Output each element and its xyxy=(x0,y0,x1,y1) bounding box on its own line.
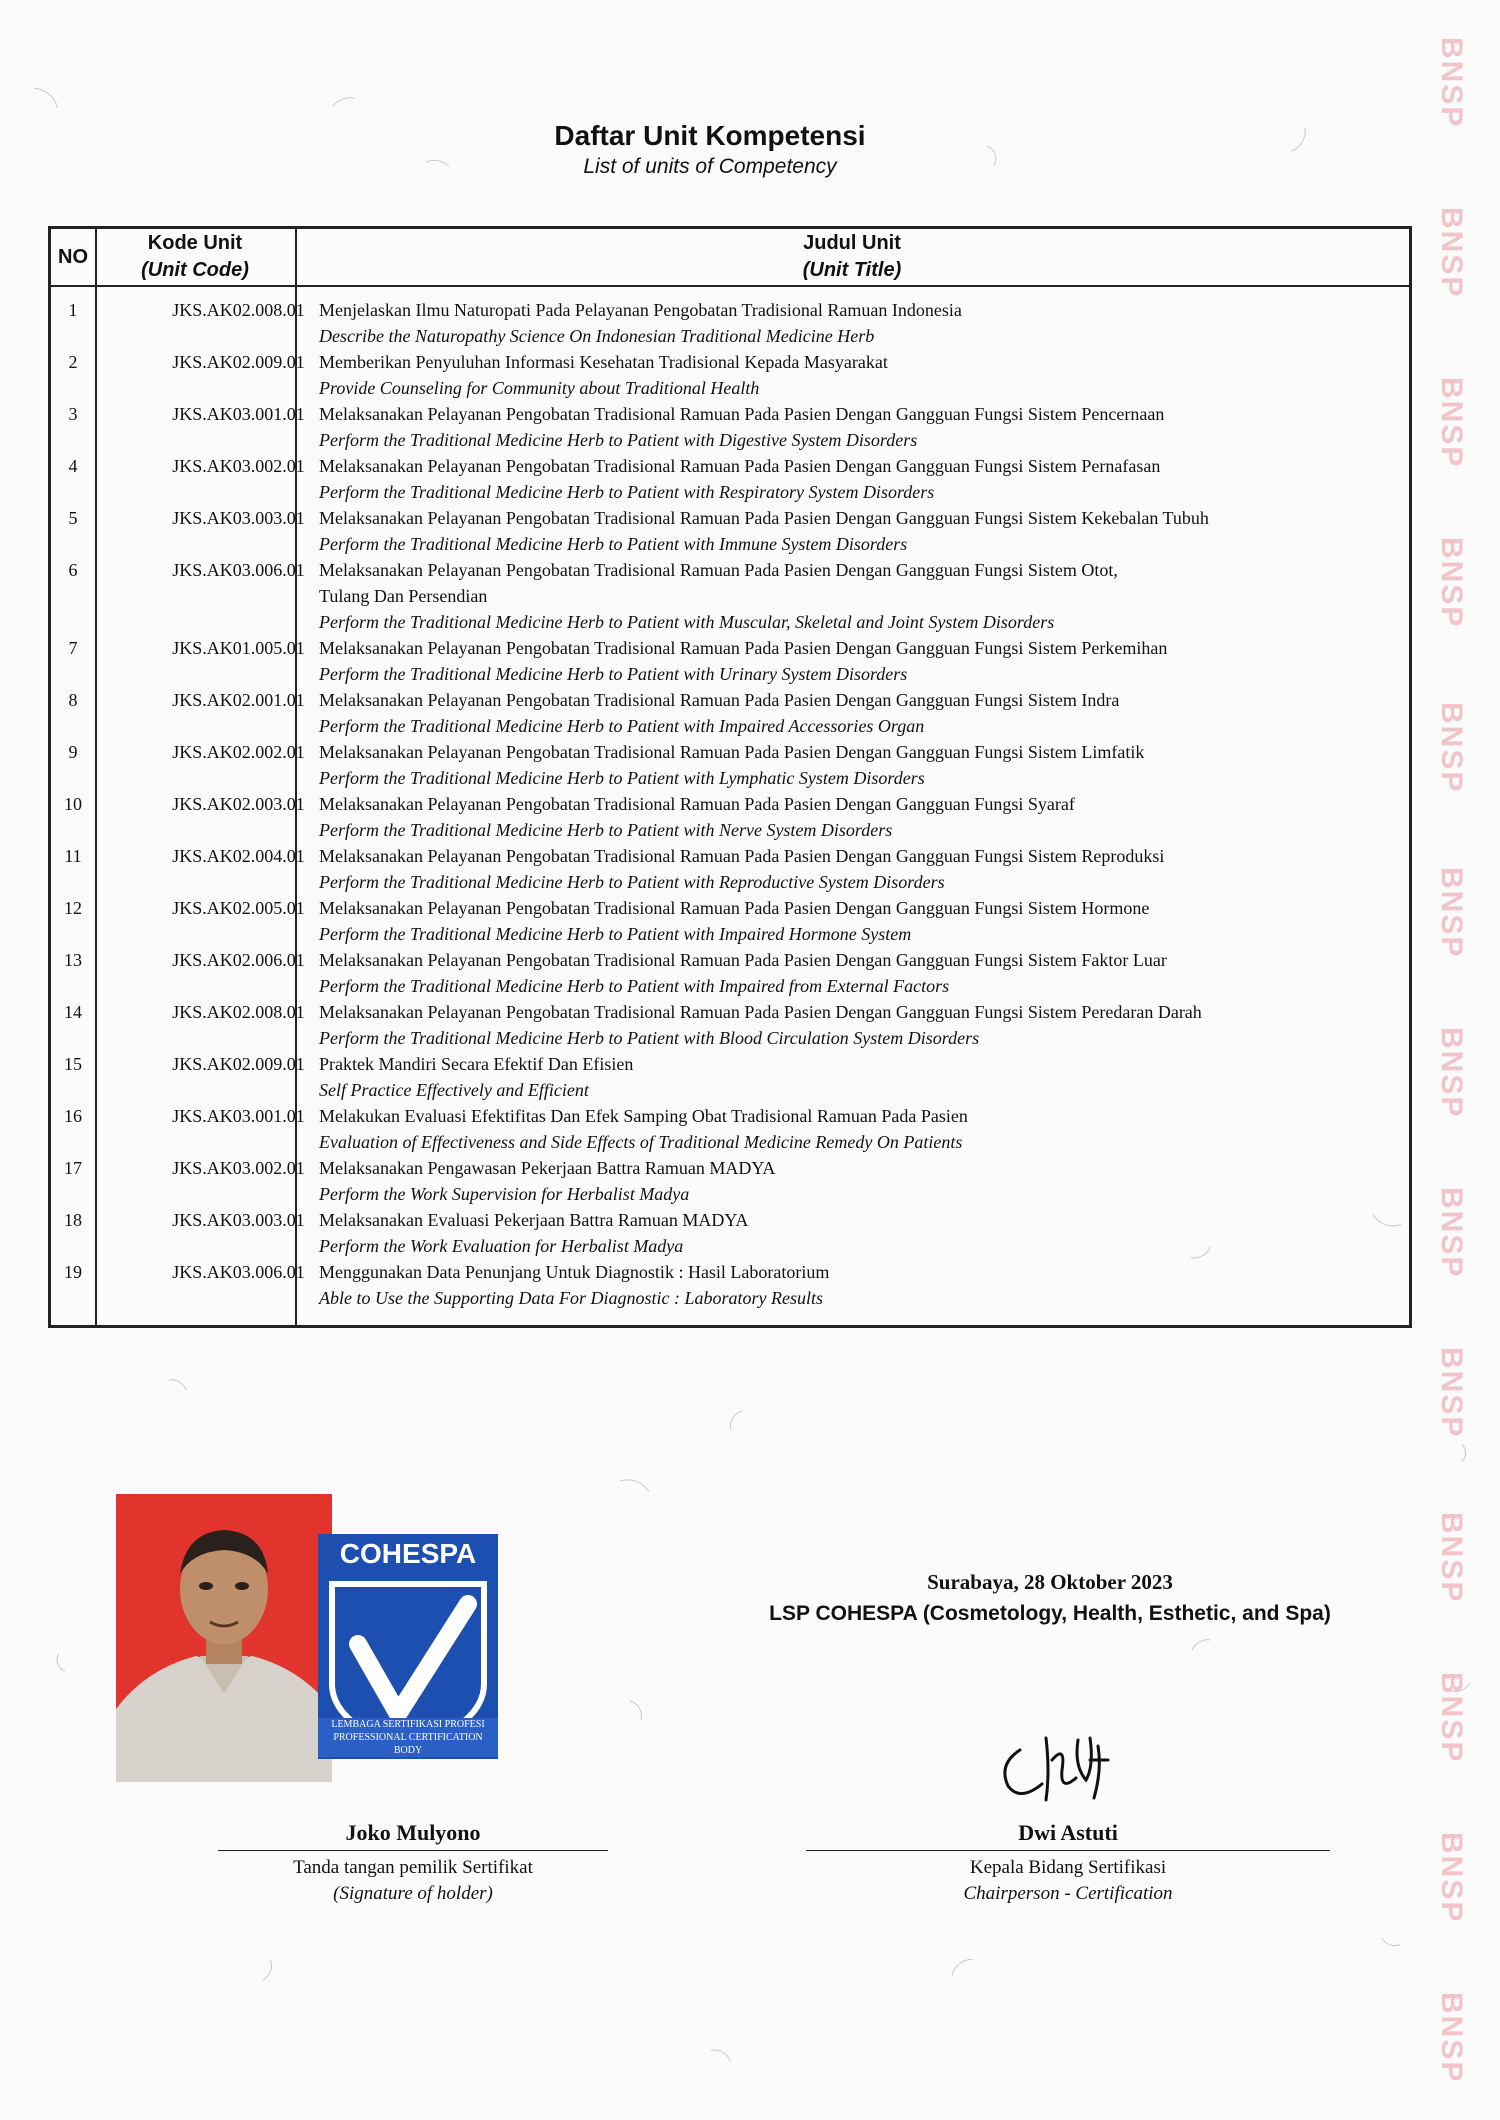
holder-role-en: (Signature of holder) xyxy=(333,1883,493,1904)
row-number: 2 xyxy=(68,352,78,372)
unit-title xyxy=(319,895,1399,947)
unit-title xyxy=(319,557,1399,635)
row-number: 3 xyxy=(68,404,78,424)
unit-title-en: Perform the Traditional Medicine Herb to Patient with Reproductive System Disorders xyxy=(319,872,945,892)
unit-title-id: Melaksanakan Pelayanan Pengobatan Tradisional Ramuan Pada Pasien Dengan Gangguan Fungsi Sistem Reproduksi xyxy=(319,846,1165,866)
unit-title-id: Melaksanakan Pelayanan Pengobatan Tradisional Ramuan Pada Pasien Dengan Gangguan Fungsi Sistem Limfatik xyxy=(319,742,1145,762)
unit-title-en: Self Practice Effectively and Efficient xyxy=(319,1080,589,1100)
header-title-label: Judul Unit xyxy=(803,232,901,254)
unit-title-id: Melaksanakan Pelayanan Pengobatan Tradisional Ramuan Pada Pasien Dengan Gangguan Fungsi Sistem Perkemihan xyxy=(319,638,1168,658)
unit-title xyxy=(319,947,1399,999)
unit-title-en: Perform the Traditional Medicine Herb to Patient with Nerve System Disorders xyxy=(319,820,893,840)
seal-caption-line-1: LEMBAGA SERTIFIKASI PROFESI xyxy=(331,1719,485,1730)
bnsp-watermark xyxy=(1416,0,1486,2120)
unit-title-id: Praktek Mandiri Secara Efektif Dan Efisien xyxy=(319,1054,634,1074)
watermark-text: BNSP xyxy=(1435,207,1468,299)
row-number: 4 xyxy=(68,456,78,476)
row-number: 19 xyxy=(64,1262,82,1282)
place-date: Surabaya, 28 Oktober 2023 xyxy=(927,1570,1173,1594)
unit-code: JKS.AK03.003.01 xyxy=(172,1210,305,1230)
unit-title-en: Perform the Traditional Medicine Herb to Patient with Immune System Disorders xyxy=(319,534,908,554)
certifier-role: Kepala Bidang Sertifikasi xyxy=(969,1857,1167,1878)
holder-role: Tanda tangan pemilik Sertifikat xyxy=(293,1857,533,1878)
watermark-text: BNSP xyxy=(1435,1512,1468,1604)
row-number: 14 xyxy=(64,1002,82,1022)
unit-code: JKS.AK03.002.01 xyxy=(172,456,305,476)
row-number: 6 xyxy=(68,560,78,580)
header-no xyxy=(51,229,95,285)
unit-title-en: Perform the Work Supervision for Herbalist Madya xyxy=(319,1184,690,1204)
unit-title xyxy=(319,999,1399,1051)
unit-title xyxy=(319,791,1399,843)
unit-title xyxy=(319,349,1399,401)
unit-title xyxy=(319,453,1399,505)
unit-code: JKS.AK02.004.01 xyxy=(172,846,305,866)
unit-title-id-cont: Tulang Dan Persendian xyxy=(319,586,488,606)
column-divider xyxy=(95,229,97,1325)
unit-title-id: Melaksanakan Pelayanan Pengobatan Tradisional Ramuan Pada Pasien Dengan Gangguan Fungsi Sistem Pernafasan xyxy=(319,456,1161,476)
unit-title xyxy=(319,505,1399,557)
unit-code: JKS.AK01.005.01 xyxy=(172,638,305,658)
handwritten-signature xyxy=(990,1720,1130,1810)
row-number: 17 xyxy=(64,1158,82,1178)
header-title-label-en: (Unit Title) xyxy=(802,259,902,281)
unit-code: JKS.AK02.005.01 xyxy=(172,898,305,918)
holder-name: Joko Mulyono xyxy=(345,1820,481,1845)
watermark-text: BNSP xyxy=(1435,702,1468,794)
unit-code: JKS.AK02.008.01 xyxy=(172,300,305,320)
header-divider xyxy=(51,285,1409,287)
unit-title xyxy=(319,297,1399,349)
unit-title-en: Perform the Traditional Medicine Herb to Patient with Urinary System Disorders xyxy=(319,664,908,684)
row-number: 15 xyxy=(64,1054,82,1074)
unit-title-id: Melaksanakan Pengawasan Pekerjaan Battra Ramuan MADYA xyxy=(319,1158,776,1178)
watermark-text: BNSP xyxy=(1435,37,1468,129)
header-code-label: Kode Unit xyxy=(147,232,243,254)
row-number: 11 xyxy=(64,846,82,866)
unit-title-en: Perform the Traditional Medicine Herb to Patient with Blood Circulation System Disorders xyxy=(319,1028,980,1048)
holder-signature-block xyxy=(218,1818,608,1907)
unit-title xyxy=(319,687,1399,739)
watermark-text: BNSP xyxy=(1435,1027,1468,1119)
unit-code: JKS.AK02.008.01 xyxy=(172,1002,305,1022)
unit-title-id: Melaksanakan Pelayanan Pengobatan Tradisional Ramuan Pada Pasien Dengan Gangguan Fungsi Sistem Otot, xyxy=(319,560,1118,580)
unit-title-en: Perform the Traditional Medicine Herb to Patient with Impaired Hormone System xyxy=(319,924,912,944)
unit-title-id: Melaksanakan Pelayanan Pengobatan Tradisional Ramuan Pada Pasien Dengan Gangguan Fungsi Sistem Pencernaan xyxy=(319,404,1165,424)
unit-title-en: Perform the Traditional Medicine Herb to Patient with Digestive System Disorders xyxy=(319,430,918,450)
seal-caption xyxy=(318,1718,498,1757)
holder-photo xyxy=(116,1494,332,1782)
unit-title xyxy=(319,1259,1399,1311)
unit-title-id: Melaksanakan Pelayanan Pengobatan Tradisional Ramuan Pada Pasien Dengan Gangguan Fungsi Syaraf xyxy=(319,794,1075,814)
unit-title-id: Melaksanakan Pelayanan Pengobatan Tradisional Ramuan Pada Pasien Dengan Gangguan Fungsi Sistem Hormone xyxy=(319,898,1150,918)
row-number: 1 xyxy=(68,300,78,320)
unit-title xyxy=(319,635,1399,687)
certifier-role-en: Chairperson - Certification xyxy=(963,1883,1173,1904)
row-number: 12 xyxy=(64,898,82,918)
unit-title-en: Perform the Traditional Medicine Herb to Patient with Impaired from External Factors xyxy=(319,976,950,996)
unit-code: JKS.AK02.009.01 xyxy=(172,1054,305,1074)
person-portrait xyxy=(116,1494,332,1782)
unit-code: JKS.AK02.006.01 xyxy=(172,950,305,970)
watermark-text: BNSP xyxy=(1435,1832,1468,1924)
row-number: 16 xyxy=(64,1106,82,1126)
unit-title-id: Melaksanakan Evaluasi Pekerjaan Battra Ramuan MADYA xyxy=(319,1210,749,1230)
unit-title xyxy=(319,843,1399,895)
unit-title-en: Able to Use the Supporting Data For Diagnostic : Laboratory Results xyxy=(319,1288,823,1308)
unit-code: JKS.AK03.001.01 xyxy=(172,404,305,424)
watermark-text: BNSP xyxy=(1435,537,1468,629)
unit-title-en: Perform the Traditional Medicine Herb to Patient with Muscular, Skeletal and Joint System Disorders xyxy=(319,612,1055,632)
watermark-text: BNSP xyxy=(1435,867,1468,959)
watermark-text: BNSP xyxy=(1435,1992,1468,2084)
unit-code: JKS.AK03.006.01 xyxy=(172,560,305,580)
certifier-signature-block xyxy=(806,1818,1330,1907)
unit-code: JKS.AK02.009.01 xyxy=(172,352,305,372)
unit-title-id: Memberikan Penyuluhan Informasi Kesehatan Tradisional Kepada Masyarakat xyxy=(319,352,888,372)
header-title xyxy=(295,229,1409,285)
row-number: 5 xyxy=(68,508,78,528)
unit-title-en: Provide Counseling for Community about Traditional Health xyxy=(319,378,760,398)
unit-title-id: Melaksanakan Pelayanan Pengobatan Tradisional Ramuan Pada Pasien Dengan Gangguan Fungsi Sistem Peredaran Darah xyxy=(319,1002,1202,1022)
row-number: 18 xyxy=(64,1210,82,1230)
row-number: 10 xyxy=(64,794,82,814)
organization-name: LSP COHESPA (Cosmetology, Health, Esthetic, and Spa) xyxy=(769,1602,1331,1625)
certifier-name: Dwi Astuti xyxy=(1018,1820,1118,1845)
seal-caption-line-2: PROFESSIONAL CERTIFICATION BODY xyxy=(333,1732,483,1756)
unit-code: JKS.AK03.006.01 xyxy=(172,1262,305,1282)
competency-table xyxy=(48,226,1412,1328)
unit-title xyxy=(319,1051,1399,1103)
watermark-text: BNSP xyxy=(1435,1187,1468,1279)
row-number: 7 xyxy=(68,638,78,658)
document-subtitle: List of units of Competency xyxy=(583,155,837,178)
unit-title xyxy=(319,1207,1399,1259)
unit-code: JKS.AK03.001.01 xyxy=(172,1106,305,1126)
unit-title-en: Describe the Naturopathy Science On Indonesian Traditional Medicine Herb xyxy=(319,326,875,346)
unit-title-en: Perform the Traditional Medicine Herb to Patient with Respiratory System Disorders xyxy=(319,482,935,502)
unit-title-en: Perform the Traditional Medicine Herb to Patient with Lymphatic System Disorders xyxy=(319,768,925,788)
unit-title-id: Melaksanakan Pelayanan Pengobatan Tradisional Ramuan Pada Pasien Dengan Gangguan Fungsi Sistem Kekebalan Tubuh xyxy=(319,508,1209,528)
unit-code: JKS.AK02.003.01 xyxy=(172,794,305,814)
unit-title-id: Melakukan Evaluasi Efektifitas Dan Efek Samping Obat Tradisional Ramuan Pada Pasien xyxy=(319,1106,968,1126)
unit-code: JKS.AK03.003.01 xyxy=(172,508,305,528)
unit-title-en: Evaluation of Effectiveness and Side Effects of Traditional Medicine Remedy On Patients xyxy=(319,1132,963,1152)
unit-title-en: Perform the Work Evaluation for Herbalist Madya xyxy=(319,1236,684,1256)
row-number: 8 xyxy=(68,690,78,710)
header-code xyxy=(95,229,295,285)
watermark-text: BNSP xyxy=(1435,377,1468,469)
header-no-label: NO xyxy=(58,245,88,268)
row-number: 9 xyxy=(68,742,78,762)
cohespa-seal xyxy=(318,1534,498,1759)
unit-title xyxy=(319,1103,1399,1155)
unit-title-id: Melaksanakan Pelayanan Pengobatan Tradisional Ramuan Pada Pasien Dengan Gangguan Fungsi Sistem Indra xyxy=(319,690,1120,710)
watermark-text: BNSP xyxy=(1435,1347,1468,1439)
unit-title xyxy=(319,1155,1399,1207)
unit-title-id: Melaksanakan Pelayanan Pengobatan Tradisional Ramuan Pada Pasien Dengan Gangguan Fungsi Sistem Faktor Luar xyxy=(319,950,1167,970)
watermark-text: BNSP xyxy=(1435,1672,1468,1764)
unit-title xyxy=(319,401,1399,453)
unit-code: JKS.AK02.002.01 xyxy=(172,742,305,762)
unit-title xyxy=(319,739,1399,791)
row-number: 13 xyxy=(64,950,82,970)
unit-code: JKS.AK02.001.01 xyxy=(172,690,305,710)
document-title: Daftar Unit Kompetensi xyxy=(554,120,866,151)
signature-line xyxy=(806,1850,1330,1851)
unit-title-en: Perform the Traditional Medicine Herb to Patient with Impaired Accessories Organ xyxy=(319,716,925,736)
signature-line xyxy=(218,1850,608,1851)
unit-code: JKS.AK03.002.01 xyxy=(172,1158,305,1178)
seal-title: COHESPA xyxy=(339,1538,477,1569)
unit-title-id: Menggunakan Data Penunjang Untuk Diagnostik : Hasil Laboratorium xyxy=(319,1262,830,1282)
unit-title-id: Menjelaskan Ilmu Naturopati Pada Pelayanan Pengobatan Tradisional Ramuan Indonesia xyxy=(319,300,962,320)
header-code-label-en: (Unit Code) xyxy=(141,259,249,281)
